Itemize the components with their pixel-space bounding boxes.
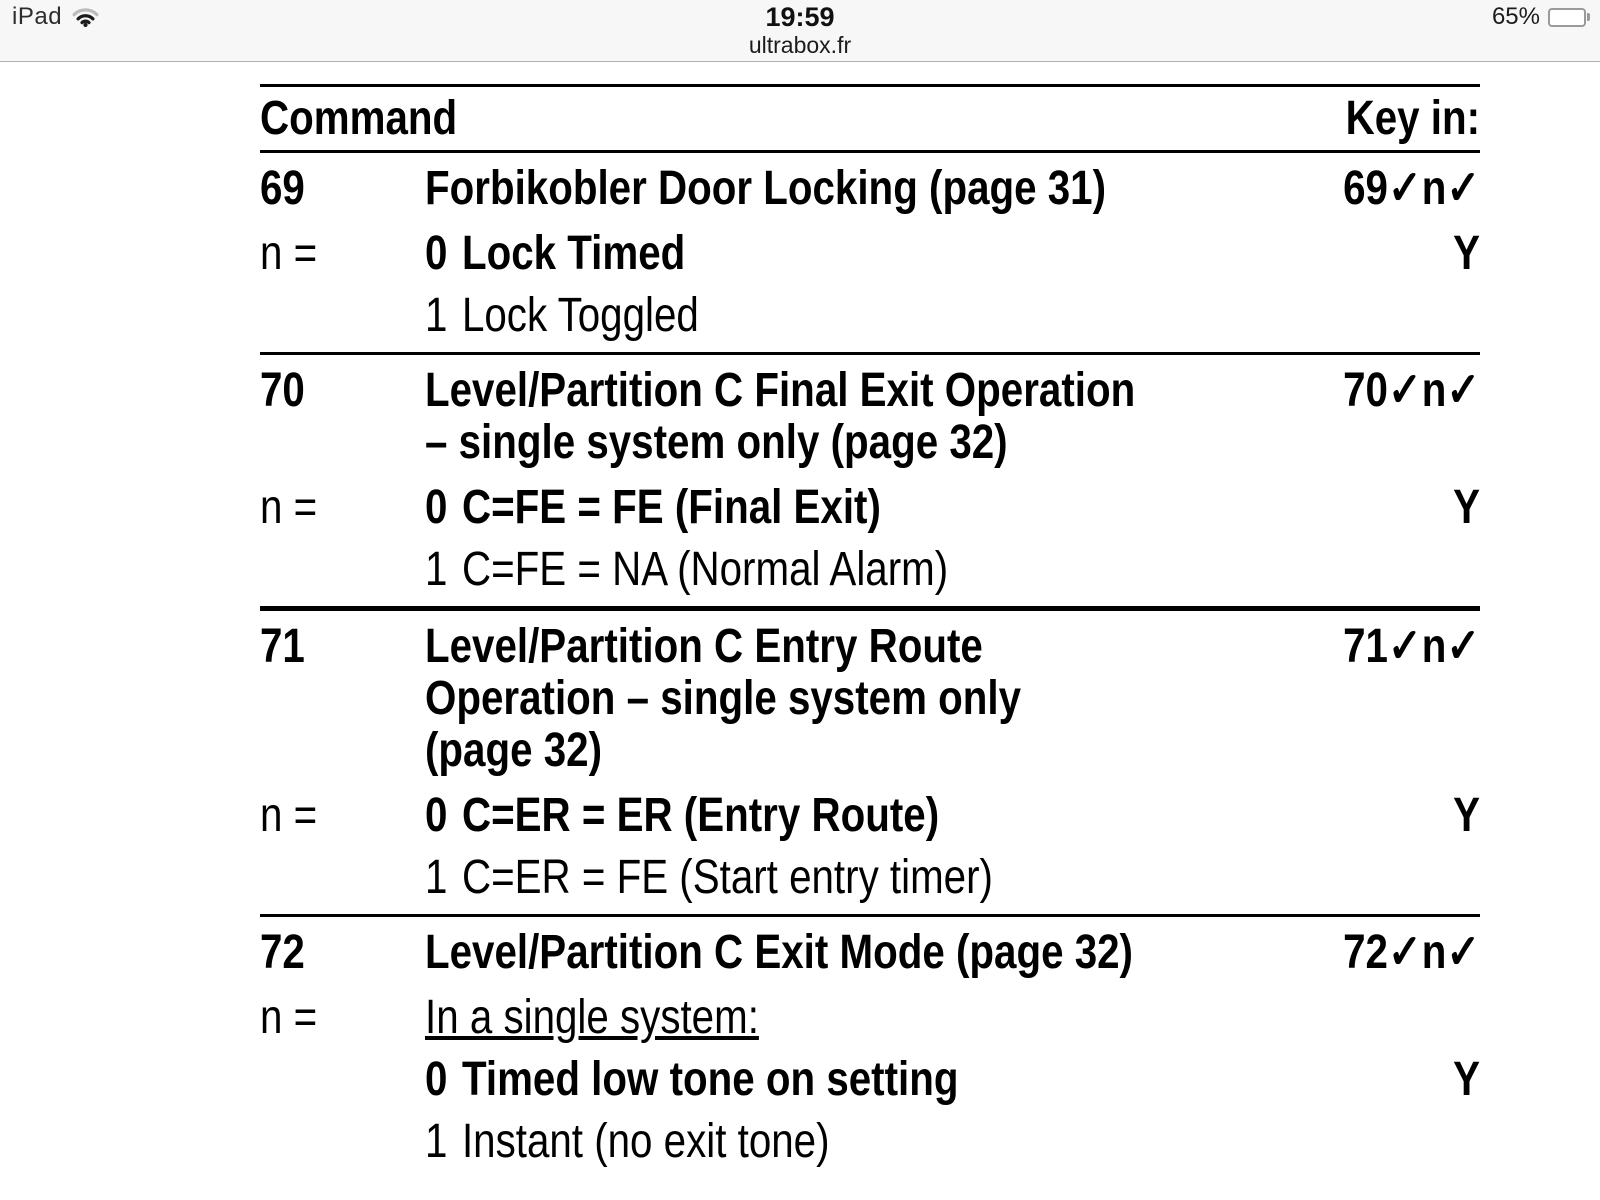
command-description: 1 C=ER = FE (Start entry timer) bbox=[425, 851, 993, 904]
n-equals-label bbox=[260, 725, 425, 777]
n-equals-label bbox=[260, 673, 425, 725]
pdf-page[interactable] bbox=[260, 84, 1480, 1178]
command-description: 0 C=FE = FE (Final Exit) bbox=[425, 481, 881, 534]
command-description: 1 Lock Toggled bbox=[425, 289, 699, 342]
n-equals-label: n = bbox=[260, 227, 318, 280]
table-row bbox=[260, 1111, 1480, 1173]
n-equals-label: n = bbox=[260, 789, 318, 842]
command-description: 0 Timed low tone on setting bbox=[425, 1053, 959, 1106]
n-equals-label bbox=[260, 539, 425, 601]
command-number: 70 bbox=[260, 364, 305, 417]
key-in-value: 72✓n✓ bbox=[1342, 926, 1480, 979]
command-number: 72 bbox=[260, 926, 305, 979]
table-header bbox=[260, 84, 1480, 153]
command-group-71 bbox=[260, 611, 1480, 917]
url-bar[interactable]: ultrabox.fr bbox=[748, 32, 852, 58]
command-description: In a single system: bbox=[425, 991, 759, 1044]
command-description: Level/Partition C Entry Route bbox=[425, 620, 983, 673]
command-group-70 bbox=[260, 355, 1480, 611]
table-row bbox=[260, 847, 1480, 909]
n-equals-label bbox=[260, 847, 425, 909]
n-equals-label bbox=[260, 285, 425, 347]
n-equals-label bbox=[260, 417, 425, 469]
clock: 19:59 bbox=[765, 2, 835, 32]
command-group-69 bbox=[260, 153, 1480, 355]
command-column-header: Command bbox=[260, 92, 458, 145]
table-row bbox=[260, 673, 1480, 725]
command-description: Operation – single system only bbox=[425, 672, 1022, 725]
table-row bbox=[260, 365, 1480, 417]
command-number: 69 bbox=[260, 162, 305, 215]
table-row bbox=[260, 1049, 1480, 1111]
table-row bbox=[260, 927, 1480, 979]
key-in-value: Y bbox=[1453, 1053, 1480, 1106]
command-description: 1 Instant (no exit tone) bbox=[425, 1115, 830, 1168]
n-equals-label bbox=[260, 1049, 425, 1111]
table-row bbox=[260, 785, 1480, 847]
command-table bbox=[260, 153, 1480, 1178]
table-row bbox=[260, 987, 1480, 1049]
command-description: Level/Partition C Final Exit Operation bbox=[425, 364, 1136, 417]
table-row bbox=[260, 223, 1480, 285]
device-label: iPad bbox=[12, 3, 63, 30]
command-description: 1 C=FE = NA (Normal Alarm) bbox=[425, 543, 949, 596]
table-row bbox=[260, 539, 1480, 601]
key-in-column-header: Key in: bbox=[1345, 92, 1480, 145]
table-row bbox=[260, 725, 1480, 777]
battery-percent: 65% bbox=[1491, 3, 1540, 30]
key-in-value: Y bbox=[1453, 227, 1480, 280]
status-bar bbox=[0, 0, 1600, 62]
key-in-value: 69✓n✓ bbox=[1342, 162, 1480, 215]
key-in-value: 70✓n✓ bbox=[1342, 364, 1480, 417]
n-equals-label bbox=[260, 1111, 425, 1173]
command-description: Forbikobler Door Locking (page 31) bbox=[425, 162, 1107, 215]
command-description: Level/Partition C Exit Mode (page 32) bbox=[425, 926, 1133, 979]
command-description: 0 C=ER = ER (Entry Route) bbox=[425, 789, 940, 842]
n-equals-label: n = bbox=[260, 991, 318, 1044]
table-row bbox=[260, 163, 1480, 215]
battery-icon bbox=[1548, 8, 1590, 27]
table-row bbox=[260, 285, 1480, 347]
command-number: 71 bbox=[260, 620, 305, 673]
command-description: (page 32) bbox=[425, 724, 603, 777]
key-in-value: Y bbox=[1453, 789, 1480, 842]
table-row bbox=[260, 417, 1480, 469]
table-row bbox=[260, 477, 1480, 539]
table-row bbox=[260, 621, 1480, 673]
status-right bbox=[1492, 4, 1590, 30]
key-in-value: Y bbox=[1453, 481, 1480, 534]
command-description: – single system only (page 32) bbox=[425, 416, 1008, 469]
command-description: 0 Lock Timed bbox=[425, 227, 686, 280]
key-in-value: 71✓n✓ bbox=[1342, 620, 1480, 673]
n-equals-label: n = bbox=[260, 481, 318, 534]
command-group-72 bbox=[260, 917, 1480, 1178]
